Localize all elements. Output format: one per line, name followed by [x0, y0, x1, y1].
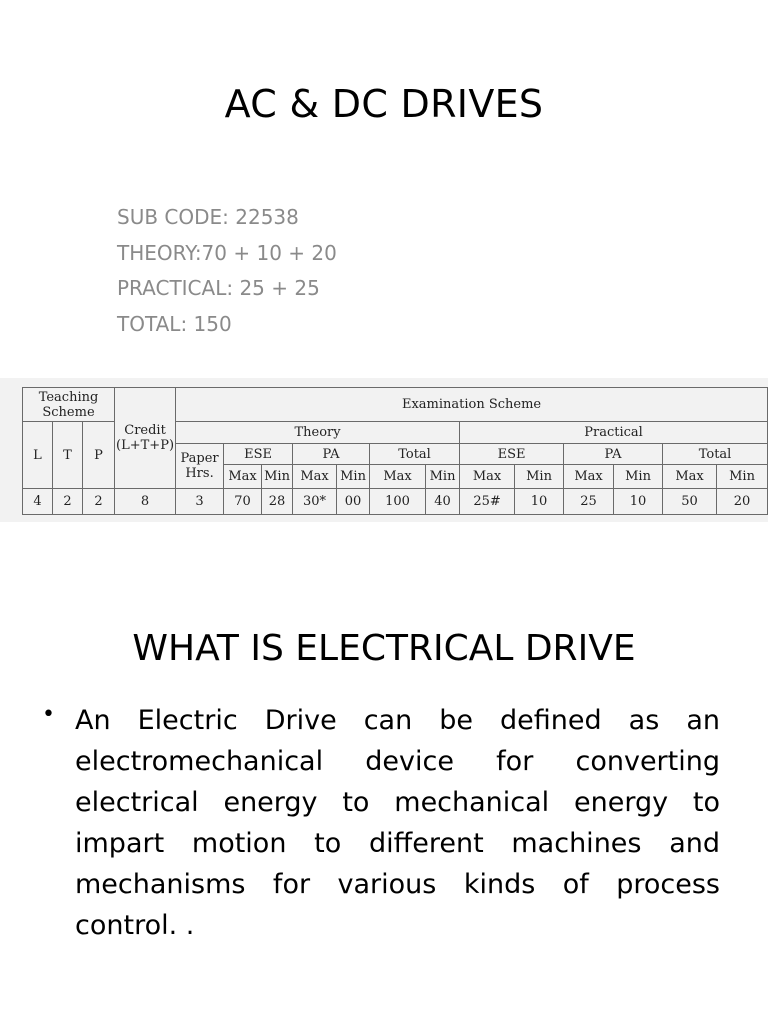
theory-line: THEORY:70 + 10 + 20 [117, 240, 337, 265]
slide-title: AC & DC DRIVES [224, 82, 544, 126]
max-header: Max [460, 464, 515, 488]
value-cell: 3 [176, 488, 224, 514]
practical-ese-header: ESE [460, 444, 564, 464]
value-cell: 30* [293, 488, 337, 514]
max-header: Max [293, 464, 337, 488]
value-cell: 2 [53, 488, 83, 514]
credit-header: Credit (L+T+P) [115, 388, 176, 489]
min-header: Min [614, 464, 663, 488]
total-line: TOTAL: 150 [117, 311, 232, 336]
value-cell: 40 [426, 488, 460, 514]
value-cell: 2 [83, 488, 115, 514]
section-heading: WHAT IS ELECTRICAL DRIVE [132, 628, 636, 669]
bullet-icon: • [42, 702, 55, 727]
value-cell: 00 [337, 488, 370, 514]
theory-header: Theory [176, 422, 460, 444]
max-header: Max [564, 464, 614, 488]
value-cell: 10 [515, 488, 564, 514]
value-cell: 10 [614, 488, 663, 514]
subject-info [117, 200, 337, 342]
min-header: Min [515, 464, 564, 488]
value-cell: 100 [370, 488, 426, 514]
definition-text: An Electric Drive can be defined as an electromechanical device for converting electrical energy to mechanical energy to impart motion to different machines and mechanisms for various kinds of process control. . [75, 705, 720, 941]
max-header: Max [370, 464, 426, 488]
min-header: Min [262, 464, 293, 488]
theory-total-header: Total [370, 444, 460, 464]
practical-pa-header: PA [564, 444, 663, 464]
value-cell: 28 [262, 488, 293, 514]
examination-scheme-header: Examination Scheme [176, 388, 768, 422]
value-cell: 50 [663, 488, 717, 514]
min-header: Min [717, 464, 768, 488]
min-header: Min [337, 464, 370, 488]
min-header: Min [426, 464, 460, 488]
value-cell: 70 [224, 488, 262, 514]
theory-pa-header: PA [293, 444, 370, 464]
scheme-table [22, 387, 768, 515]
t-header: T [53, 422, 83, 489]
value-cell: 25# [460, 488, 515, 514]
paper-hrs-header: Paper Hrs. [176, 444, 224, 488]
max-header: Max [224, 464, 262, 488]
sub-code-line: SUB CODE: 22538 [117, 205, 299, 229]
teaching-scheme-header: Teaching Scheme [23, 388, 115, 422]
value-cell: 25 [564, 488, 614, 514]
p-header: P [83, 422, 115, 489]
value-cell: 20 [717, 488, 768, 514]
practical-header: Practical [460, 422, 768, 444]
theory-ese-header: ESE [224, 444, 293, 464]
practical-line: PRACTICAL: 25 + 25 [117, 276, 320, 300]
max-header: Max [663, 464, 717, 488]
value-cell: 8 [115, 488, 176, 514]
l-header: L [23, 422, 53, 489]
value-cell: 4 [23, 488, 53, 514]
practical-total-header: Total [663, 444, 768, 464]
